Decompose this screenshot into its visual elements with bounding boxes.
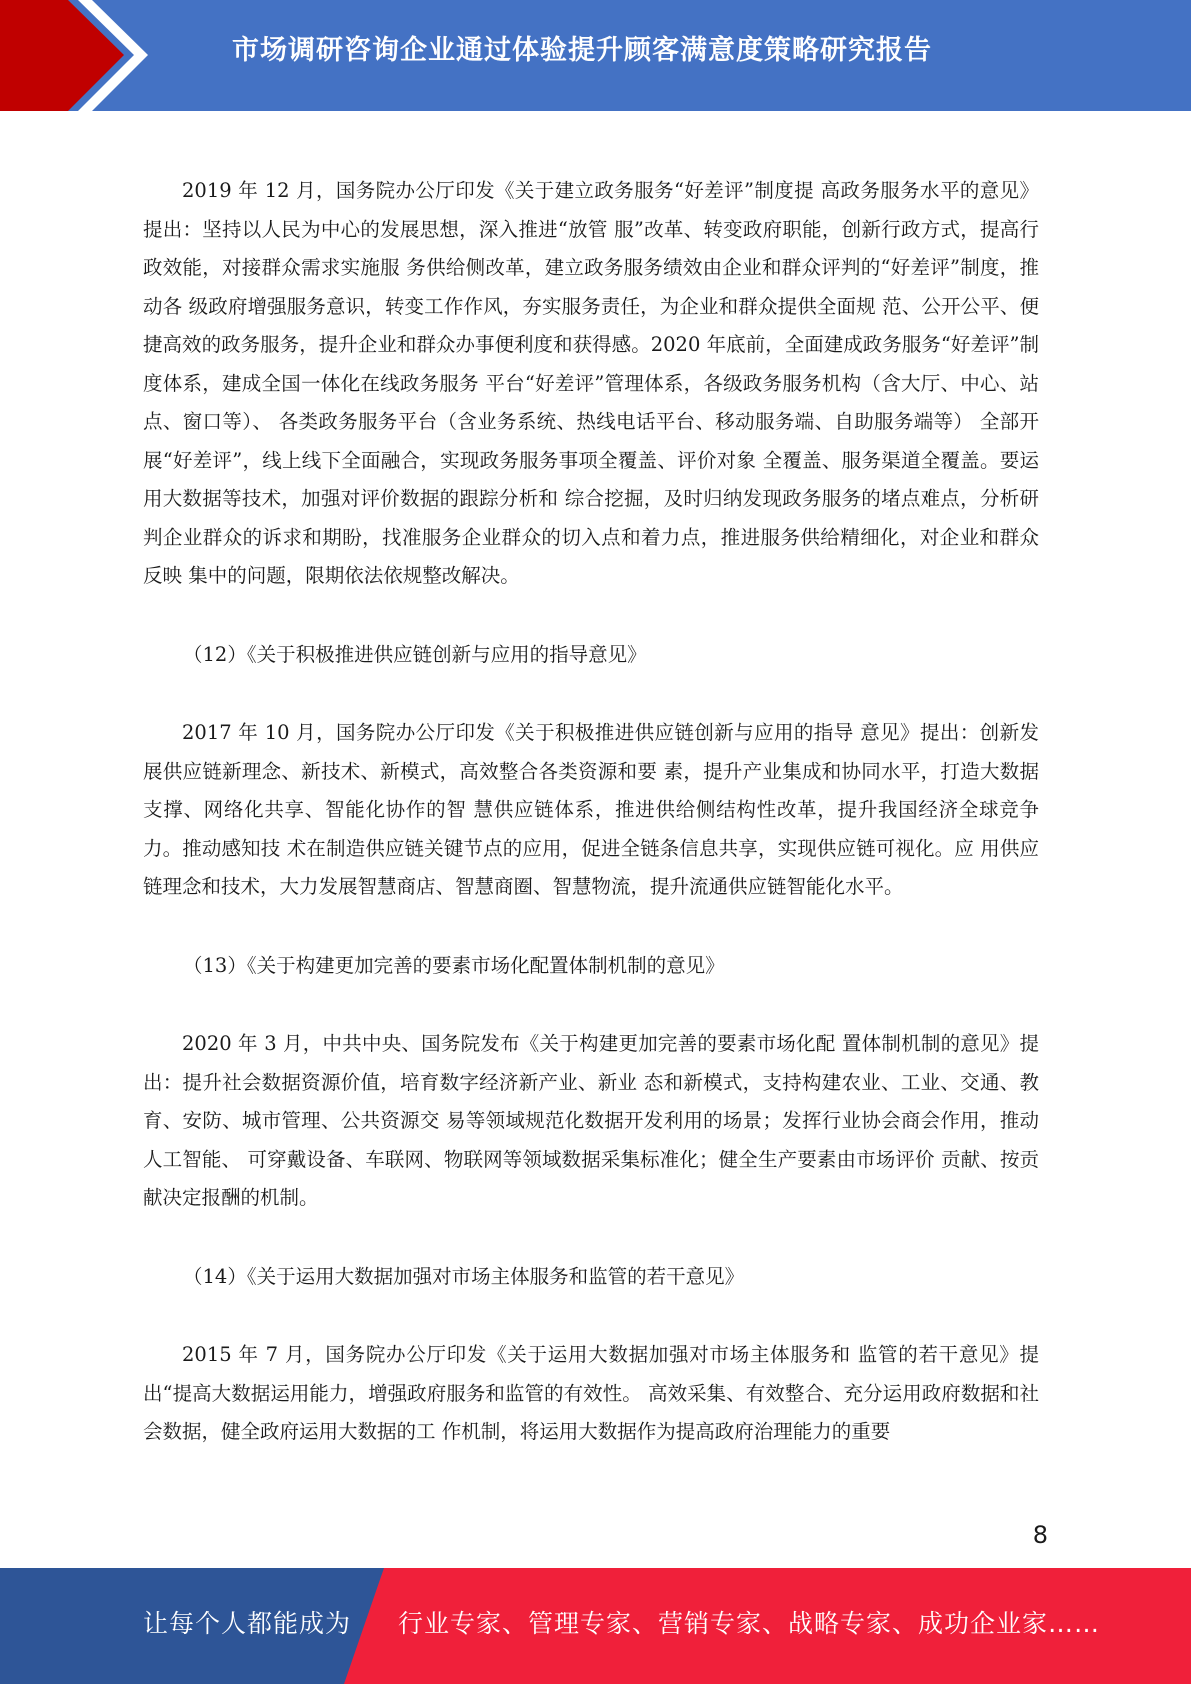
paragraph: 2020 年 3 月，中共中央、国务院发布《关于构建更加完善的要素市场化配 置体制机制的意见》提出：提升社会数据资源价值，培育数字经济新产业、新业 态和新模式，支持构建农业、工业、交通、教育、安防、城市管理、公共资源交 易等领域规范化数据开发利用的场景；发挥行业协会商会作用，推动人工智能、 可穿戴设备、车联网、物联网等领域数据采集标准化；健全生产要素由市场评价 贡献、按贡献决定报酬的机制。 (143, 1032, 1039, 1209)
section-heading: （14）《关于运用大数据加强对市场主体服务和监管的若干意见》 (183, 1264, 745, 1288)
paragraph: 2019 年 12 月，国务院办公厅印发《关于建立政务服务“好差评”制度提 高政务服务水平的意见》提出：坚持以人民为中心的发展思想，深入推进“放管 服”改革、转变政府职能，创新行政方式，提高行政效能，对接群众需求实施服 务供给侧改革，建立政务服务绩效由企业和群众评判的“好差评”制度，推动各 级政府增强服务意识，转变工作作风，夯实服务责任，为企业和群众提供全面规 范、公开公平、便捷高效的政务服务，提升企业和群众办事便利度和获得感。2020 年底前，全面建成政务服务“好差评”制度体系，建成全国一体化在线政务服务 平台“好差评”管理体系，各级政务服务机构（含大厅、中心、站点、窗口等）、 各类政务服务平台（含业务系统、热线电话平台、移动服务端、自助服务端等） 全部开展“好差评”，线上线下全面融合，实现政务服务事项全覆盖、评价对象 全覆盖、服务渠道全覆盖。要运用大数据等技术，加强对评价数据的跟踪分析和 综合挖掘，及时归纳发现政务服务的堵点难点，分析研判企业群众的诉求和期盼，找准服务企业群众的切入点和着力点，推进服务供给精细化，对企业和群众反映 集中的问题，限期依法依规整改解决。 (143, 179, 1039, 587)
paragraph: 2015 年 7 月，国务院办公厅印发《关于运用大数据加强对市场主体服务和 监管的若干意见》提出“提高大数据运用能力，增强政府服务和监管的有效性。 高效采集、有效整合、充分运用政府数据和社会数据，健全政府运用大数据的工 作机制，将运用大数据作为提高政府治理能力的重要 (143, 1343, 1039, 1443)
document-body (143, 172, 1039, 1452)
report-title: 市场调研咨询企业通过体验提升顾客满意度策略研究报告 (232, 35, 932, 66)
page-number: 8 (1032, 1521, 1048, 1549)
section-heading: （13）《关于构建更加完善的要素市场化配置体制机制的意见》 (183, 953, 725, 977)
paragraph: 2017 年 10 月，国务院办公厅印发《关于积极推进供应链创新与应用的指导 意见》提出：创新发展供应链新理念、新技术、新模式，高效整合各类资源和要 素，提升产业集成和协同水平，打造大数据支撑、网络化共享、智能化协作的智 慧供应链体系，推进供给侧结构性改革，提升我国经济全球竞争力。推动感知技 术在制造供应链关键节点的应用，促进全链条信息共享，实现供应链可视化。应 用供应链理念和技术，大力发展智慧商店、智慧商圈、智慧物流，提升流通供应链智能化水平。 (143, 721, 1039, 898)
footer-slogan-right: 行业专家、管理专家、营销专家、战略专家、成功企业家…… (398, 1609, 1101, 1638)
page-footer (0, 1568, 1191, 1684)
footer-slogan-left: 让每个人都能成为 (143, 1609, 352, 1638)
section-heading: （12）《关于积极推进供应链创新与应用的指导意见》 (183, 642, 647, 666)
page-header (0, 0, 1191, 111)
